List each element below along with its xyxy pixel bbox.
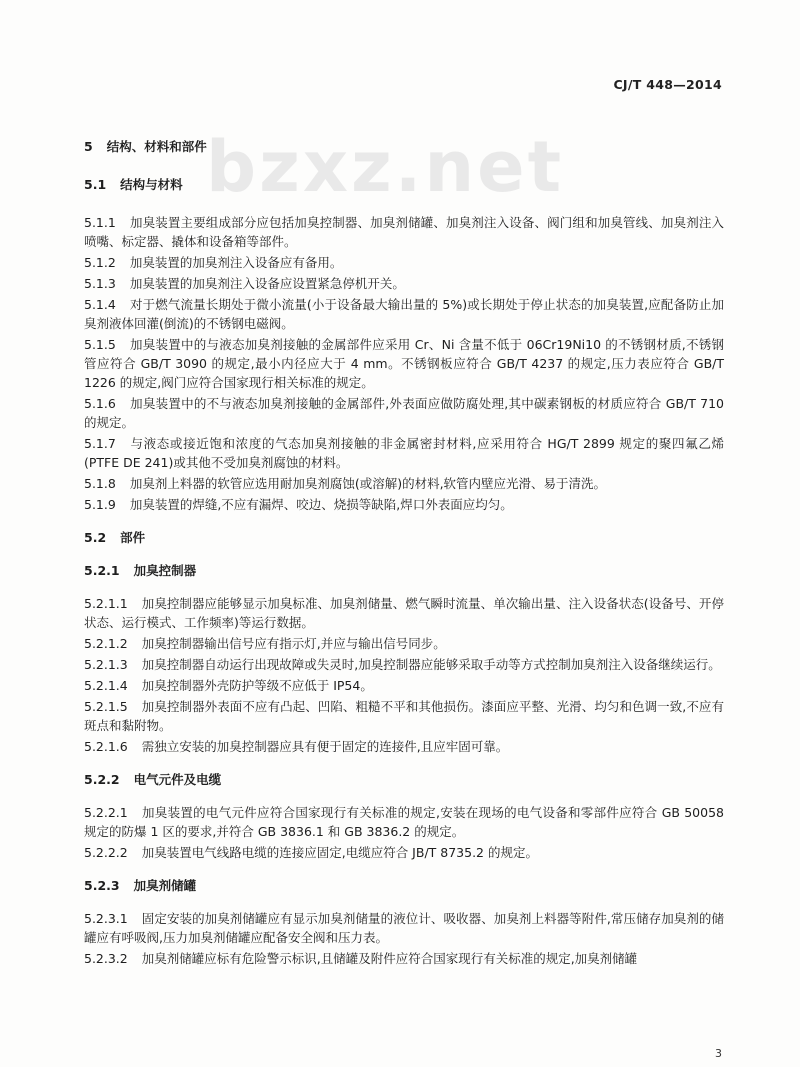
- section-heading-5-2-2: 5.2.2 电气元件及电缆: [84, 772, 222, 787]
- section-heading-5-1: 5.1 结构与材料: [84, 177, 183, 192]
- clause-5-2-1-2: 5.2.1.2 加臭控制器输出信号应有指示灯,并应与输出信号同步。: [84, 636, 446, 651]
- page-number: 3: [715, 1047, 722, 1060]
- clause-5-1-8: 5.1.8 加臭剂上料器的软管应选用耐加臭剂腐蚀(或溶解)的材料,软管内壁应光滑、易于清洗。: [84, 476, 607, 491]
- section-heading-5-2-3: 5.2.3 加臭剂储罐: [84, 878, 197, 893]
- clause-5-2-2-2: 5.2.2.2 加臭装置电气线路电缆的连接应固定,电缆应符合 JB/T 8735.2 的规定。: [84, 845, 538, 860]
- section-heading-5-2: 5.2 部件: [84, 530, 146, 545]
- clause-5-1-1: 5.1.1 加臭装置主要组成部分应包括加臭控制器、加臭剂储罐、加臭剂注入设备、阀门组和加臭管线、加臭剂注入喷嘴、标定器、撬体和设备箱等部件。: [84, 215, 724, 249]
- clause-5-1-7: 5.1.7 与液态或接近饱和浓度的气态加臭剂接触的非金属密封材料,应采用符合 HG/T 2899 规定的聚四氟乙烯(PTFE DE 241)或其他不受加臭剂腐蚀的材料。: [84, 436, 724, 470]
- clause-5-2-1-3: 5.2.1.3 加臭控制器自动运行出现故障或失灵时,加臭控制器应能够采取手动等方式控制加臭剂注入设备继续运行。: [84, 657, 721, 672]
- clause-5-2-1-5: 5.2.1.5 加臭控制器外表面不应有凸起、凹陷、粗糙不平和其他损伤。漆面应平整、光滑、均匀和色调一致,不应有斑点和黏附物。: [84, 699, 724, 733]
- watermark: bzxz.net: [206, 126, 565, 208]
- clause-5-2-1-6: 5.2.1.6 需独立安装的加臭控制器应具有便于固定的连接件,且应牢固可靠。: [84, 739, 509, 754]
- section-heading-5: 5 结构、材料和部件: [84, 139, 207, 154]
- standard-code: CJ/T 448—2014: [613, 77, 722, 92]
- clause-5-2-3-1: 5.2.3.1 固定安装的加臭剂储罐应有显示加臭剂储量的液位计、吸收器、加臭剂上料器等附件,常压储存加臭剂的储罐应有呼吸阀,压力加臭剂储罐应配备安全阀和压力表。: [84, 911, 724, 945]
- clause-5-2-1-1: 5.2.1.1 加臭控制器应能够显示加臭标准、加臭剂储量、燃气瞬时流量、单次输出量、注入设备状态(设备号、开停状态、运行模式、工作频率)等运行数据。: [84, 596, 724, 630]
- clause-5-1-2: 5.1.2 加臭装置的加臭剂注入设备应有备用。: [84, 255, 343, 270]
- clause-5-1-3: 5.1.3 加臭装置的加臭剂注入设备应设置紧急停机开关。: [84, 276, 405, 291]
- clause-5-2-3-2: 5.2.3.2 加臭剂储罐应标有危险警示标识,且储罐及附件应符合国家现行有关标准的规定,加臭剂储罐: [84, 951, 638, 966]
- clause-5-2-2-1: 5.2.2.1 加臭装置的电气元件应符合国家现行有关标准的规定,安装在现场的电气设备和零部件应符合 GB 50058 规定的防爆 1 区的要求,并符合 GB 3836.1 和 GB 3836.2 的规定。: [84, 805, 724, 839]
- clause-5-1-4: 5.1.4 对于燃气流量长期处于微小流量(小于设备最大输出量的 5%)或长期处于停止状态的加臭装置,应配备防止加臭剂液体回灌(倒流)的不锈钢电磁阀。: [84, 297, 724, 331]
- clause-5-1-5: 5.1.5 加臭装置中的与液态加臭剂接触的金属部件应采用 Cr、Ni 含量不低于 06Cr19Ni10 的不锈钢材质,不锈钢管应符合 GB/T 3090 的规定,最小内径应大于 4 mm。不锈钢板应符合 GB/T 4237 的规定,压力表应符合 GB/T 1226 的规定,阀门应符合国家现行相关标准的规定。: [84, 337, 724, 390]
- section-heading-5-2-1: 5.2.1 加臭控制器: [84, 563, 197, 578]
- clause-5-1-6: 5.1.6 加臭装置中的不与液态加臭剂接触的金属部件,外表面应做防腐处理,其中碳素钢板的材质应符合 GB/T 710 的规定。: [84, 396, 724, 430]
- document-body: [84, 137, 724, 968]
- clause-5-1-9: 5.1.9 加臭装置的焊缝,不应有漏焊、咬边、烧损等缺陷,焊口外表面应均匀。: [84, 497, 513, 512]
- clause-5-2-1-4: 5.2.1.4 加臭控制器外壳防护等级不应低于 IP54。: [84, 678, 373, 693]
